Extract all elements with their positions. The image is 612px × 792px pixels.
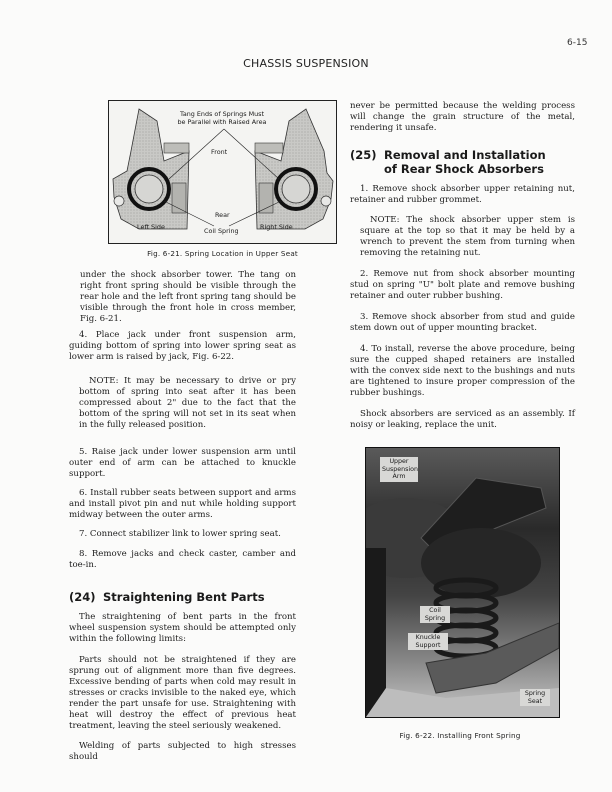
figure-6-22-caption: Fig. 6-22. Installing Front Spring <box>399 731 521 740</box>
label-right-side: Right Side <box>260 223 293 231</box>
section-24-number: (24) <box>69 590 96 604</box>
label-coil-spring: Coil Spring <box>204 227 239 235</box>
paragraph-continued-right: never be permitted because the welding process will change the grain structure of the metal, rendering it unsafe. <box>350 101 575 133</box>
section-25-heading <box>350 148 575 176</box>
left-column-upper <box>78 270 296 325</box>
label-tang-line2: be Parallel with Raised Area <box>177 118 267 126</box>
section-25-step-3: 3. Remove shock absorber from stud and guide stem down out of upper mounting bracket. <box>350 312 575 333</box>
label-rear: Rear <box>215 211 230 219</box>
section-25-step-2: 2. Remove nut from shock absorber mounting stud on spring "U" bolt plate and remove bushing retainer and outer rubber bushing. <box>350 269 575 301</box>
label-knuckle-support: Knuckle Support <box>408 633 448 650</box>
section-24-para-1: The straightening of bent parts in the front wheel suspension system should be attempted only within the following limits: <box>69 612 296 644</box>
running-title: CHASSIS SUSPENSION <box>243 57 369 70</box>
figure-6-21-spring-location-diagram <box>108 100 337 244</box>
figure-6-21-caption: Fig. 6-21. Spring Location in Upper Seat <box>147 249 298 258</box>
left-column <box>69 330 296 763</box>
section-25-title-line2: of Rear Shock Absorbers <box>384 162 544 176</box>
step-4: 4. Place jack under front suspension arm, guiding bottom of spring into lower spring seat as lower arm is raised by jack, Fig. 6-22. <box>69 330 296 362</box>
label-front: Front <box>211 148 228 156</box>
section-25-step-1: 1. Remove shock absorber upper retaining nut, retainer and rubber grommet. <box>350 184 575 205</box>
section-25-number: (25) <box>350 148 377 162</box>
section-24-title: Straightening Bent Parts <box>103 590 265 604</box>
step-6: 6. Install rubber seats between support and arms and install pivot pin and nut while holding support midway between the outer arms. <box>69 488 296 520</box>
label-left-side: Left Side <box>137 223 165 231</box>
step-7: 7. Connect stabilizer link to lower spring seat. <box>79 529 281 539</box>
note-compression: NOTE: It may be necessary to drive or pry bottom of spring into seat after it has been compressed about 2" due to the fact that the bottom of the spring will not set in its seat when in the fully released position. <box>79 376 296 430</box>
section-24-para-2: Parts should not be straightened if they are sprung out of alignment more than five degrees. Excessive bending of parts when cold may result in stresses or cracks invisible to the naked eye, which render the part unsafe for use. Straightening with heat will destroy the effect of previous heat treatment, leaving the steel seriously weakened. <box>69 655 296 731</box>
section-24-para-3: Welding of parts subjected to high stresses should <box>69 741 296 762</box>
section-25-note: NOTE: The shock absorber upper stem is square at the top so that it may be held by a wrench to prevent the stem from turning when removing the retaining nut. <box>360 215 575 258</box>
section-24-heading <box>69 590 296 604</box>
step-5: 5. Raise jack under lower suspension arm until outer end of arm can be attached to knuckle support. <box>69 447 296 479</box>
paragraph-continued: under the shock absorber tower. The tang on right front spring should be visible through the rear hole and the left front spring tang should be visible through the front hole in cross member, Fig. 6-21. <box>80 270 296 324</box>
section-25-final-para: Shock absorbers are serviced as an assembly. If noisy or leaking, replace the unit. <box>350 409 575 430</box>
step-8: 8. Remove jacks and check caster, camber and toe-in. <box>69 549 296 570</box>
section-25-step-4: 4. To install, reverse the above procedure, being sure the cupped shaped retainers are installed with the convex side next to the bushings and nuts are tightened to insure proper compression of the rubber bushings. <box>350 344 575 398</box>
page-number: 6-15 <box>567 38 588 48</box>
figure-6-22-photo <box>365 447 560 718</box>
section-25-title-line1: Removal and Installation <box>384 148 546 162</box>
front-spring-photo-illustration <box>366 448 559 717</box>
label-tang-line1: Tang Ends of Springs Must <box>180 110 264 118</box>
label-upper-suspension-arm: Upper Suspension Arm <box>382 458 419 480</box>
right-column <box>350 101 575 431</box>
label-coil-spring: Coil Spring <box>420 606 450 623</box>
label-spring-seat: Spring Seat <box>520 689 550 706</box>
